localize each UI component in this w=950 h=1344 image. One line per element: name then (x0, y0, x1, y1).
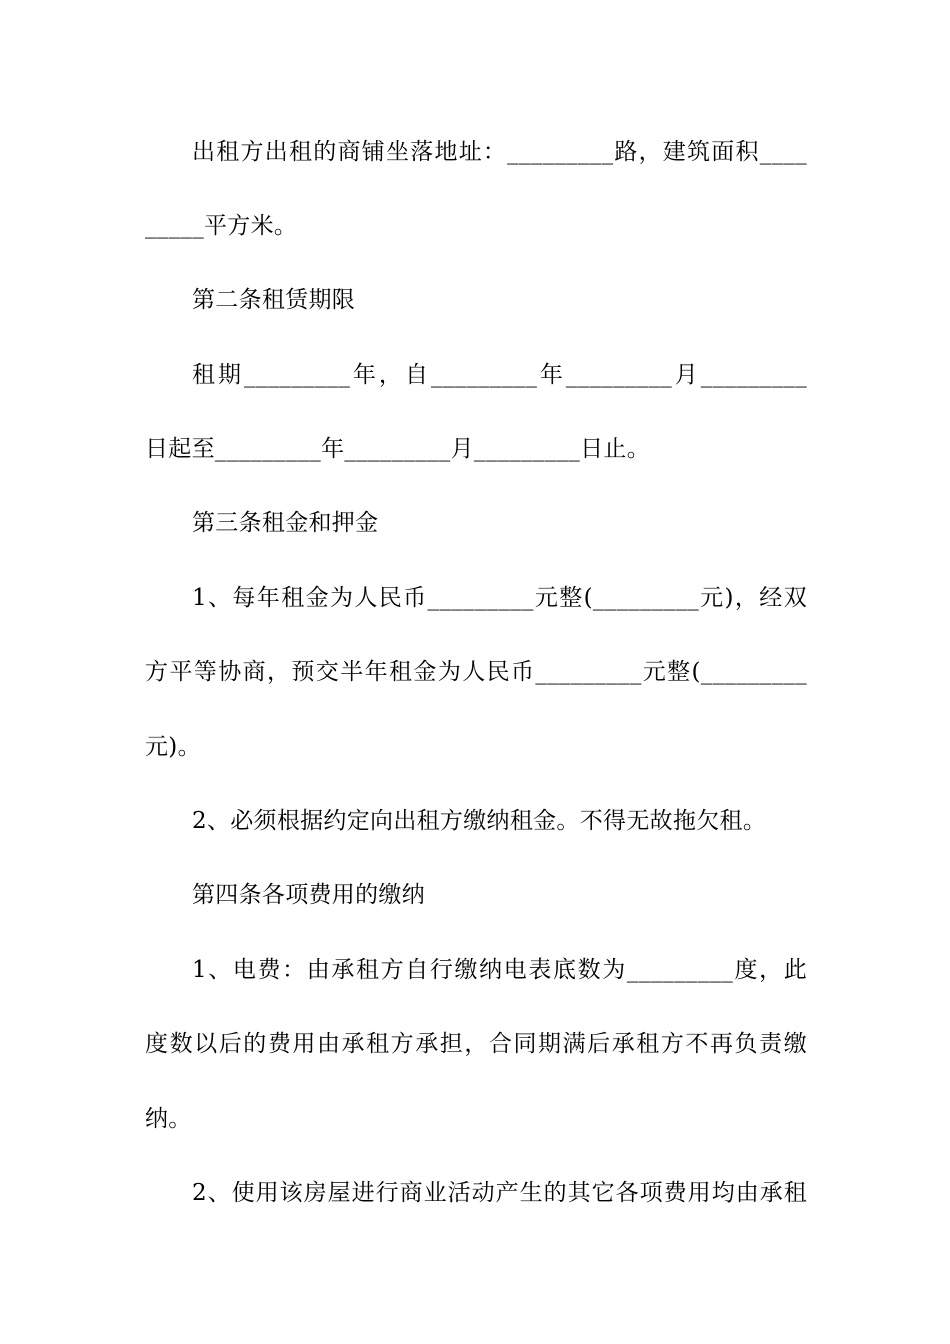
paragraph-line-electricity-cont: 度数以后的费用由承租方承担，合同期满后承租方不再负责缴 (145, 1031, 807, 1057)
section-heading-rent-deposit: 第三条租金和押金 (192, 510, 379, 536)
section-heading-fees: 第四条各项费用的缴纳 (192, 882, 425, 908)
paragraph-line-other-fees: 2、使用该房屋进行商业活动产生的其它各项费用均由承租 (192, 1180, 807, 1206)
paragraph-line-electricity-end: 纳。 (145, 1106, 192, 1132)
paragraph-line-lease-period: 租期_________年，自_________年_________月_________ (192, 362, 807, 388)
paragraph-line-area-cont: _____平方米。 (145, 213, 298, 239)
paragraph-line-lease-period-cont: 日起至_________年_________月_________日止。 (145, 436, 650, 462)
paragraph-line-payment-rule: 2、必须根据约定向出租方缴纳租金。不得无故拖欠租。 (192, 808, 767, 834)
paragraph-line-address: 出租方出租的商铺坐落地址：_________路，建筑面积____ (192, 139, 807, 165)
paragraph-line-prepaid-rent-cont: 元)。 (145, 734, 201, 760)
section-heading-lease-term: 第二条租赁期限 (192, 287, 356, 313)
paragraph-line-prepaid-rent: 方平等协商，预交半年租金为人民币_________元整(_________ (145, 659, 807, 685)
paragraph-line-electricity: 1、电费：由承租方自行缴纳电表底数为_________度，此 (192, 957, 807, 983)
paragraph-line-annual-rent: 1、每年租金为人民币_________元整(_________元)，经双 (192, 585, 807, 611)
